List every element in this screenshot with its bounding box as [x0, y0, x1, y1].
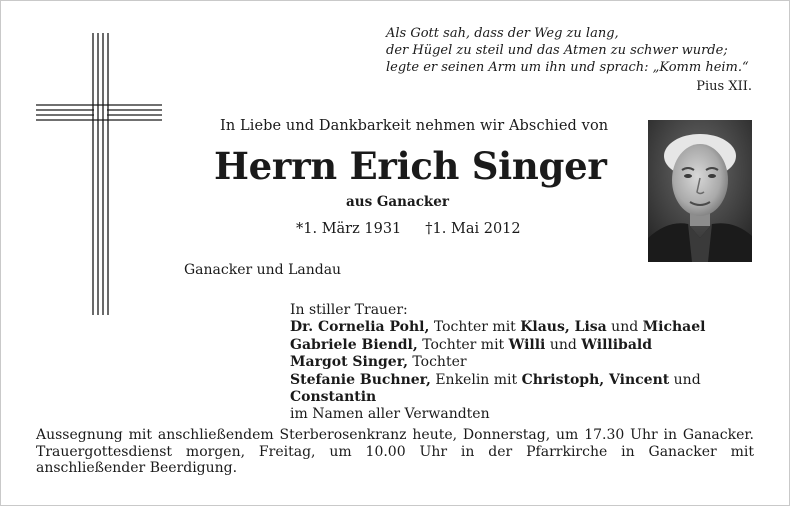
- origin: aus Ganacker: [346, 194, 449, 210]
- mourner-name: Michael: [642, 319, 706, 336]
- service-notice: [36, 427, 754, 477]
- mourner-text: Tochter mit: [417, 336, 509, 353]
- quote-line: legte er seinen Arm um ihn und sprach: „Komm heim.“: [386, 60, 749, 75]
- mourner-name: Klaus, Lisa: [520, 319, 607, 336]
- mourner-line: [290, 354, 790, 371]
- mourner-name: Christoph, Vincent: [521, 371, 670, 388]
- mourner-name: Constantin: [290, 389, 377, 406]
- mourner-text: im Namen aller Verwandten: [290, 406, 490, 423]
- quote-line: Als Gott sah, dass der Weg zu lang,: [386, 26, 619, 41]
- mourners: [290, 302, 790, 424]
- mourner-lines: [290, 319, 790, 423]
- life-dates: [296, 221, 521, 237]
- mourner-text: und: [669, 371, 701, 388]
- mourner-text: Tochter: [407, 354, 467, 371]
- mourner-name: Willi: [508, 336, 546, 353]
- mourner-text: Tochter mit: [429, 319, 521, 336]
- notice-line-2: Trauergottesdienst morgen, Freitag, um 10.00 Uhr in der Pfarrkirche in Ganacker mit anschließender Beerdigung.: [36, 443, 754, 476]
- mourner-text: und: [606, 319, 643, 336]
- deceased-name: Herrn Erich Singer: [214, 144, 607, 188]
- mourner-name: Stefanie Buchner,: [290, 371, 431, 388]
- mourner-text: und: [545, 336, 582, 353]
- quote-attribution: Pius XII.: [696, 79, 752, 94]
- quote: [386, 25, 752, 76]
- location: Ganacker und Landau: [184, 262, 342, 278]
- mourners-heading: In stiller Trauer:: [290, 302, 408, 318]
- mourner-name: Margot Singer,: [290, 354, 408, 371]
- mourner-line: [290, 372, 790, 407]
- mourner-line: [290, 337, 790, 354]
- quote-line: der Hügel zu steil und das Atmen zu schwer wurde;: [386, 43, 728, 58]
- portrait-photo: [648, 120, 752, 262]
- mourner-line: [290, 319, 790, 336]
- cross-icon: [36, 33, 162, 315]
- mourner-text: Enkelin mit: [430, 371, 522, 388]
- portrait-image: [648, 120, 752, 262]
- notice-line-1: Aussegnung mit anschließendem Sterberosenkranz heute, Donnerstag, um 17.30 Uhr in Ganacker.: [36, 427, 754, 443]
- mourner-name: Willibald: [581, 336, 652, 353]
- mourner-line: [290, 406, 790, 423]
- mourner-name: Dr. Cornelia Pohl,: [290, 319, 430, 336]
- birth-date: *1. März 1931: [296, 221, 402, 237]
- mourner-name: Gabriele Biendl,: [290, 336, 418, 353]
- death-date: †1. Mai 2012: [425, 221, 521, 237]
- intro-text: In Liebe und Dankbarkeit nehmen wir Abschied von: [220, 118, 609, 134]
